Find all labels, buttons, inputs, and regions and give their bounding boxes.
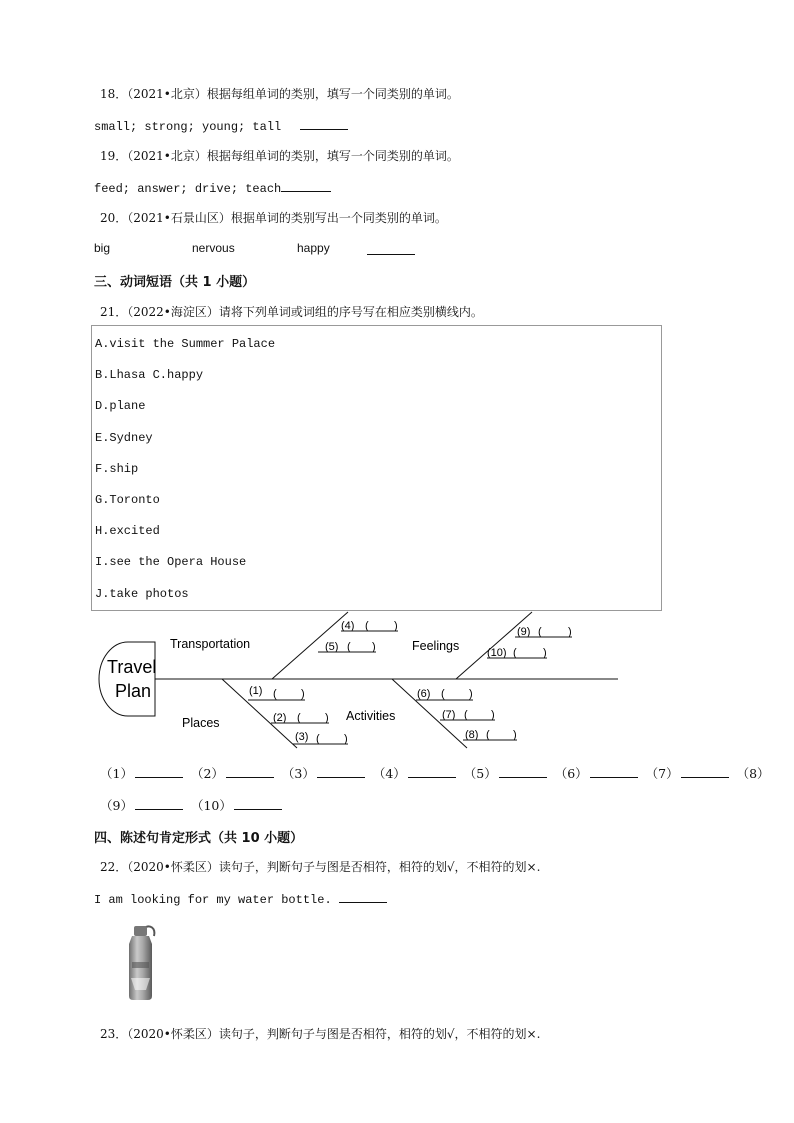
label-transportation: Transportation bbox=[170, 637, 251, 651]
answer-label-5: （5） bbox=[463, 766, 497, 781]
slot-4-paren-close: ) bbox=[394, 620, 398, 632]
section-3-heading: 三、动词短语（共 1 小题） bbox=[94, 275, 256, 290]
slot-10-paren: ( bbox=[513, 647, 517, 659]
option-g: G.Toronto bbox=[95, 493, 160, 507]
slot-2-paren: ( bbox=[297, 712, 301, 724]
label-activities: Activities bbox=[346, 709, 396, 723]
answer-label-1: （1） bbox=[100, 766, 133, 781]
slot-7-paren-close: ) bbox=[491, 709, 495, 721]
slot-6-label: (6) bbox=[417, 688, 431, 700]
answer-blank-6[interactable] bbox=[590, 765, 638, 778]
slot-4-paren: ( bbox=[365, 620, 369, 632]
slot-5-paren: ( bbox=[347, 641, 351, 653]
answer-blank-5[interactable] bbox=[499, 765, 547, 778]
slot-3-paren: ( bbox=[316, 733, 320, 745]
bottle-label bbox=[132, 962, 149, 968]
answer-blank-7[interactable] bbox=[681, 765, 729, 778]
q22-answer-blank[interactable] bbox=[339, 890, 387, 903]
q21-stem: 21．（2022•海淀区）请将下列单词或词组的序号写在相应类别横线内。 bbox=[100, 305, 483, 319]
answer-label-9: （9） bbox=[100, 798, 133, 813]
slot-3-label: (3) bbox=[295, 731, 309, 743]
slot-8-label: (8) bbox=[465, 729, 479, 741]
slot-8-paren-close: ) bbox=[513, 729, 517, 741]
slot-2-paren-close: ) bbox=[325, 712, 329, 724]
answer-label-3: （3） bbox=[281, 766, 315, 781]
label-places: Places bbox=[182, 716, 220, 730]
q22-sentence: I am looking for my water bottle. bbox=[94, 893, 332, 907]
slot-9-paren: ( bbox=[538, 626, 542, 638]
option-f: F.ship bbox=[95, 462, 139, 476]
slot-7-paren: ( bbox=[464, 709, 468, 721]
option-a: A.visit the Summer Palace bbox=[95, 337, 276, 351]
q19-word-list: feed; answer; drive; teach bbox=[94, 182, 282, 196]
slot-9-paren-close: ) bbox=[568, 626, 572, 638]
answer-label-2: （2） bbox=[190, 766, 224, 781]
option-d: D.plane bbox=[95, 399, 146, 413]
q19-stem: 19．（2021•北京）根据每组单词的类别，填写一个同类别的单词。 bbox=[100, 149, 459, 163]
answer-label-4: （4） bbox=[372, 766, 406, 781]
answer-blank-3[interactable] bbox=[317, 765, 365, 778]
slot-6-paren-close: ) bbox=[469, 688, 473, 700]
q20-word-1: big bbox=[94, 241, 111, 255]
answer-blank-9[interactable] bbox=[135, 797, 183, 810]
answer-blank-2[interactable] bbox=[226, 765, 274, 778]
slot-8-paren: ( bbox=[486, 729, 490, 741]
answer-blank-10[interactable] bbox=[234, 797, 282, 810]
slot-5-label: (5) bbox=[325, 641, 339, 653]
answer-label-10: （10） bbox=[190, 798, 232, 813]
diagram-title-bottom: Plan bbox=[115, 681, 152, 701]
option-h: H.excited bbox=[95, 524, 160, 538]
answer-blank-1[interactable] bbox=[135, 765, 183, 778]
option-e: E.Sydney bbox=[95, 431, 153, 445]
option-j: J.take photos bbox=[95, 587, 189, 601]
slot-1-paren-close: ) bbox=[301, 688, 305, 700]
q21-answer-row-2 bbox=[100, 796, 286, 814]
slot-7-label: (7) bbox=[442, 709, 456, 721]
q22-sentence-row bbox=[94, 890, 387, 907]
bone-feelings bbox=[456, 612, 532, 679]
option-i: I.see the Opera House bbox=[95, 555, 247, 569]
q20-word-2: nervous bbox=[192, 241, 235, 255]
answer-label-8: （8） bbox=[736, 766, 770, 781]
q18-word-list: small; strong; young; tall bbox=[94, 120, 282, 134]
q18-stem: 18．（2021•北京）根据每组单词的类别，填写一个同类别的单词。 bbox=[100, 87, 459, 101]
q21-answer-row-1 bbox=[100, 764, 770, 782]
slot-4-label: (4) bbox=[341, 620, 355, 632]
water-bottle-picture bbox=[120, 922, 164, 1002]
diagram-head bbox=[99, 642, 155, 716]
answer-label-6: （6） bbox=[554, 766, 588, 781]
diagram-title-top: Travel bbox=[107, 657, 157, 677]
slot-1-paren: ( bbox=[273, 688, 277, 700]
q22-stem: 22．（2020•怀柔区）读句子，判断句子与图是否相符，相符的划√，不相符的划×. bbox=[100, 860, 541, 874]
slot-1-label: (1) bbox=[249, 685, 263, 697]
label-feelings: Feelings bbox=[412, 639, 460, 653]
answer-blank-4[interactable] bbox=[408, 765, 456, 778]
slot-9-label: (9) bbox=[517, 626, 531, 638]
option-b-c: B.Lhasa C.happy bbox=[95, 368, 204, 382]
slot-3-paren-close: ) bbox=[344, 733, 348, 745]
slot-10-paren-close: ) bbox=[543, 647, 547, 659]
q23-stem: 23．（2020•怀柔区）读句子，判断句子与图是否相符，相符的划√，不相符的划×. bbox=[100, 1027, 541, 1041]
bottle-cap bbox=[134, 926, 147, 936]
answer-label-7: （7） bbox=[645, 766, 679, 781]
slot-10-label: (10) bbox=[487, 647, 507, 659]
slot-2-label: (2) bbox=[273, 712, 287, 724]
slot-6-paren: ( bbox=[441, 688, 445, 700]
section-4-heading: 四、陈述句肯定形式（共 10 小题） bbox=[94, 831, 304, 846]
q20-stem: 20．（2021•石景山区）根据单词的类别写出一个同类别的单词。 bbox=[100, 211, 447, 225]
q20-word-3: happy bbox=[297, 241, 330, 255]
slot-5-paren-close: ) bbox=[372, 641, 376, 653]
